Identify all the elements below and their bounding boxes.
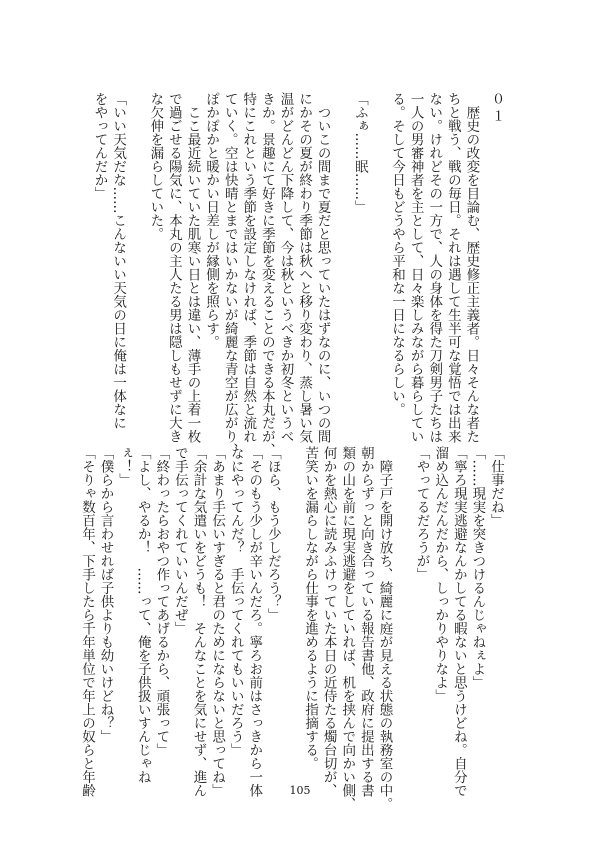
text-line: で過ごせる陽気に、本丸の主人たる男は隠しもせずに大き bbox=[165, 92, 182, 443]
text-line: 朝からずっと向き合っている報告書他、政府に提出する書 bbox=[357, 446, 374, 797]
dialogue-line: なにやってんだ？ 手伝ってくれてもいいだろう」 bbox=[227, 446, 244, 757]
text-line: 苦笑いを漏らしながら仕事を進めるように指摘する。 bbox=[302, 446, 319, 770]
text-line: 何かを熱心に読みふけっていた本日の近侍たる燭台切が、 bbox=[320, 446, 337, 797]
dialogue-line: 「ほら、もう少しだろう？」 bbox=[264, 446, 281, 622]
dialogue-line: 「やってるだろうが」 bbox=[413, 446, 430, 581]
text-line: 一人の男審神者を主として、日々楽しみながら暮らしてい bbox=[407, 92, 424, 443]
text-line: にかその夏が終わり季節は秋へと移り変わり、蒸し暑い気 bbox=[296, 92, 313, 443]
blank-line bbox=[282, 446, 301, 774]
dialogue-line: 溜め込んだんだから、しっかりやりなよ」 bbox=[432, 446, 449, 703]
text-line: 特にこれという季節を設定しなければ、季節は自然と流れ bbox=[240, 92, 257, 443]
text-line: 障子戸を開け放ち、綺麗に庭が見える状態の執務室の中。 bbox=[376, 446, 393, 811]
text-line: 類の山を前に現実逃避をしていれば、机を挟んで向かい側、 bbox=[339, 446, 356, 811]
dialogue-line: 「そりゃ数百年、下手したら千年単位で年上の奴らと年齢 bbox=[78, 446, 95, 797]
page-number: 105 bbox=[289, 784, 311, 797]
text-line: な欠伸を漏らしていた。 bbox=[147, 92, 164, 241]
blank-line bbox=[369, 92, 388, 420]
text-line: ない。けれどその一方で、人の身体を得た刀剣男子たちは bbox=[426, 92, 443, 443]
dialogue-line: 「そのもう少しが辛いんだろ。寧ろお前はさっきから一体 bbox=[246, 446, 263, 797]
text-line: 温がどんどん下降して、今は秋というべきか初冬というべ bbox=[277, 92, 294, 443]
dialogue-line: 「僕らから言わせれば子供よりも幼いけどね？」 bbox=[97, 446, 114, 743]
dialogue-line: ぇ！」 bbox=[116, 446, 133, 487]
dialogue-line: 「余計な気遣いをどうも！ そんなことを気にせず、進ん bbox=[190, 446, 207, 797]
dialogue-line: 「あまり手伝いすぎると君のためにならないと思ってね」 bbox=[209, 446, 226, 797]
dialogue-line: 「仕事だね」 bbox=[488, 446, 504, 527]
dialogue-line: 「ふぁ……眠……」 bbox=[351, 92, 368, 214]
blank-line bbox=[332, 92, 351, 420]
dialogue-line: をやってんだか」 bbox=[91, 92, 108, 200]
text-line: ちと戦う、戦の毎日。それは遇して生半可な覚悟では出来 bbox=[444, 92, 461, 443]
text-line: ぽかぽかと暖かい日差しが縁側を照らす。 bbox=[203, 92, 220, 349]
top-text-tier bbox=[90, 92, 505, 457]
text-line: 歴史の改変を目論む、歴史修正主義者。日々そんな者た bbox=[463, 92, 480, 443]
text-line: る。そして今日もどうやら平和な一日になるらしい。 bbox=[389, 92, 406, 416]
dialogue-line: 「終わったらおやつ作ってあげるから、頑張って」 bbox=[153, 446, 170, 757]
text-line: ついこの間まで夏だと思っていたはずなのに、いつの間 bbox=[314, 92, 331, 443]
text-line: ていく。空は快晴とまではいかないが綺麗な青空が広がり、 bbox=[221, 92, 238, 457]
dialogue-line: で手伝ってくれていいんだぜ」 bbox=[171, 446, 188, 635]
text-line: ここ最近続いていた肌寒い日とは違い、薄手の上着一枚 bbox=[184, 92, 201, 443]
dialogue-line: 「よし、やるか！ ……って、俺を子供扱いすんじゃね bbox=[134, 446, 151, 784]
blank-line bbox=[393, 446, 412, 774]
chapter-number: ０１ bbox=[489, 92, 504, 126]
dialogue-line: 「いい天気だな……こんないい天気の日に俺は一体なに bbox=[110, 92, 127, 430]
dialogue-line: 「寧ろ現実逃避なんかしてる暇ないと思うけどね。自分で bbox=[450, 446, 467, 797]
text-line: きか。景趣にて好きに季節を変えることのできる本丸だが、 bbox=[258, 92, 275, 457]
dialogue-line: 「……現実を突きつけるんじゃねぇよ」 bbox=[469, 446, 486, 689]
blank-line bbox=[127, 92, 146, 420]
